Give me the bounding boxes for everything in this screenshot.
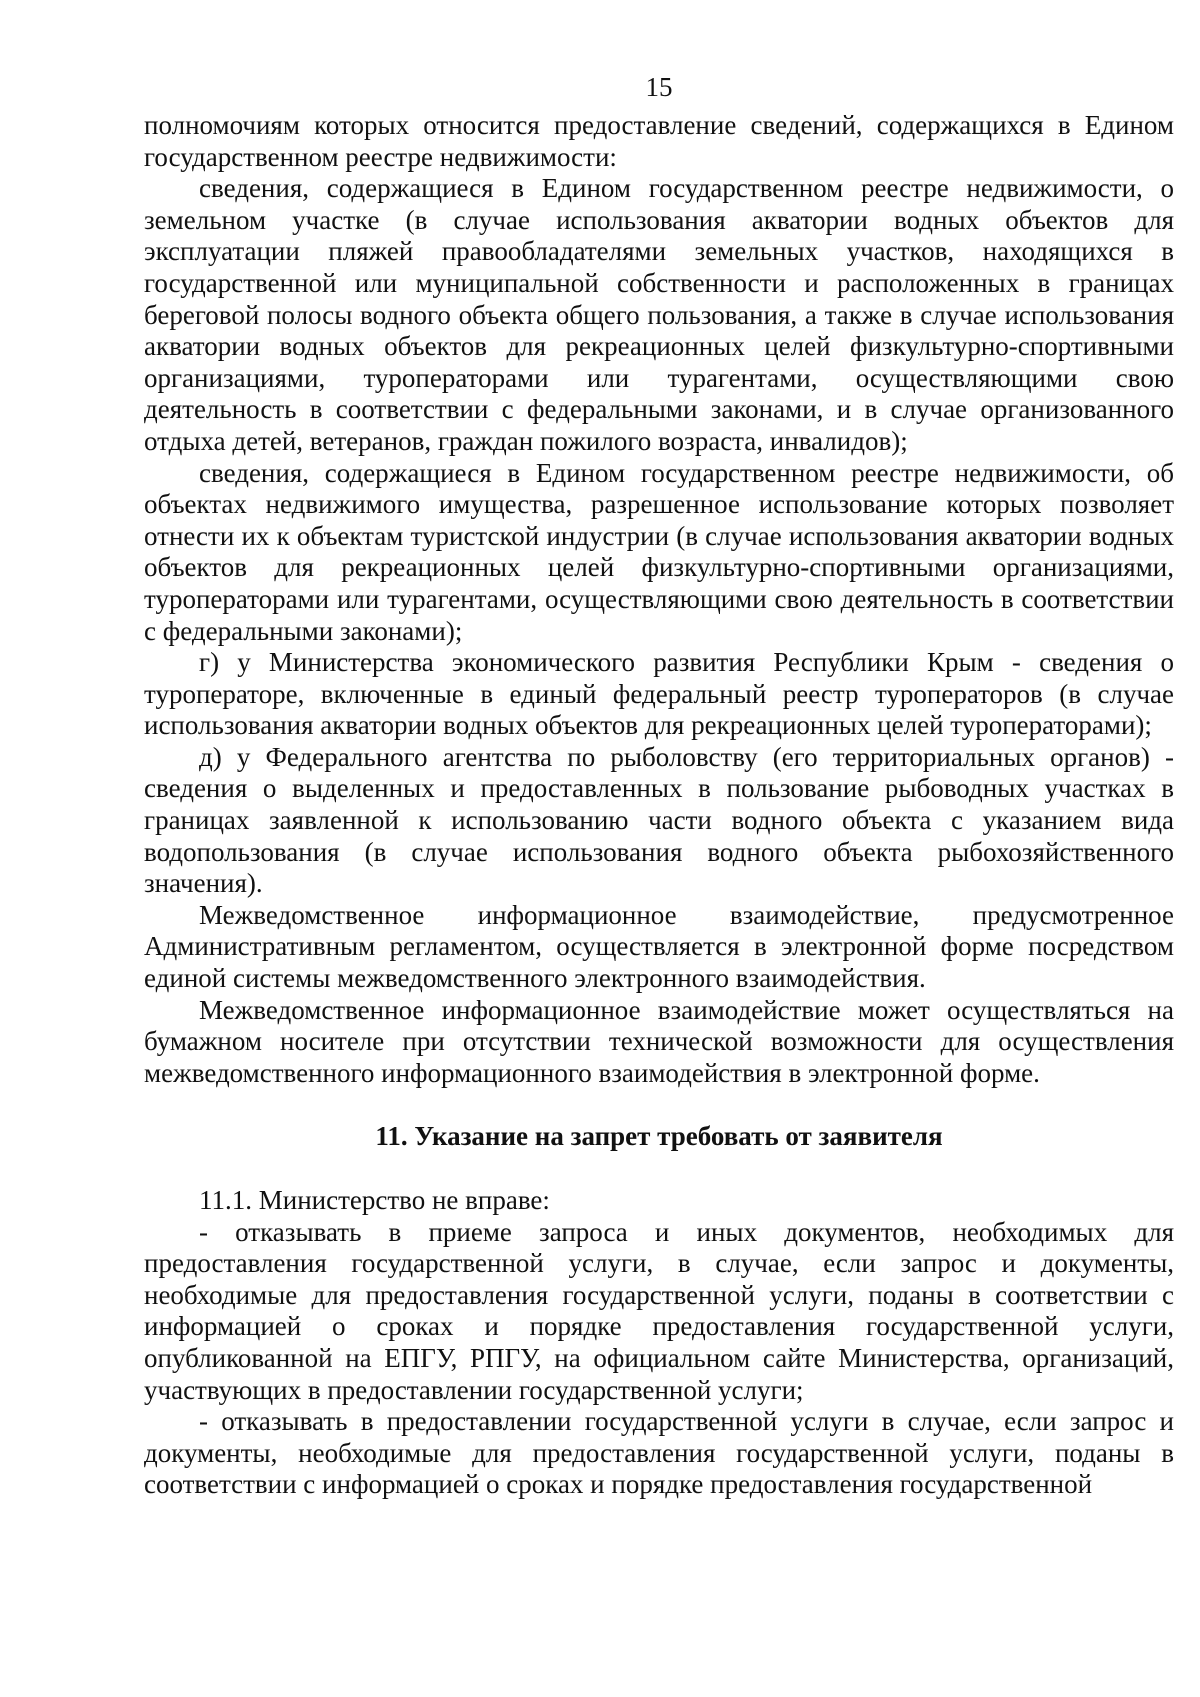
paragraph-electronic-interaction: Межведомственное информационное взаимодействие, предусмотренное Административным регламентом, осуществляется в электронной форме посредством единой системы межведомственного электронного взаимодействия.	[144, 899, 1174, 994]
paragraph-item-g: г) у Министерства экономического развития Республики Крым - сведения о туроператоре, включенные в единый федеральный реестр туроператоров (в случае использования акватории водных объектов для рекреационных целей туроператорами);	[144, 647, 1174, 741]
paragraph-real-estate-objects: сведения, содержащиеся в Едином государственном реестре недвижимости, об объектах недвижимого имущества, разрешенное использование которых позволяет отнести их к объектам туристской индустрии (в случае использования акватории водных объектов для рекреационных целей физкультурно-спортивными организациями, туроператорами или турагентами, осуществляющими свою деятельность в соответствии с федеральными законами);	[144, 457, 1174, 646]
paragraph-land-plot-info: сведения, содержащиеся в Едином государственном реестре недвижимости, о земельном участке (в случае использования акватории водных объектов для эксплуатации пляжей правообладателями земельных участков, находящихся в государственной или муниципальной собственности и расположенных в границах береговой полосы водного объекта общего пользования, а также в случае использования акватории водных объектов для рекреационных целей физкультурно-спортивными организациями, туроператорами или турагентами, осуществляющими свою деятельность в соответствии с федеральными законами, и в случае организованного отдыха детей, ветеранов, граждан пожилого возраста, инвалидов);	[144, 173, 1174, 456]
paragraph-paper-interaction: Межведомственное информационное взаимодействие может осуществляться на бумажном носителе при отсутствии технической возможности для осуществления межведомственного информационного взаимодействия в электронной форме.	[144, 994, 1174, 1088]
paragraph-11-1: 11.1. Министерство не вправе:	[199, 1185, 550, 1215]
paragraph-continuation: полномочиям которых относится предоставление сведений, содержащихся в Едином государственном реестре недвижимости:	[144, 110, 1174, 172]
paragraph-refuse-acceptance: - отказывать в приеме запроса и иных документов, необходимых для предоставления государственной услуги, в случае, если запрос и документы, необходимые для предоставления государственной услуги, поданы в соответствии с информацией о сроках и порядке предоставления государственной услуги, опубликованной на ЕПГУ, РПГУ, на официальном сайте Министерства, организаций, участвующих в предоставлении государственной услуги;	[144, 1216, 1174, 1405]
document-page	[144, 70, 1174, 1501]
spacer	[144, 1153, 1174, 1185]
paragraph-item-d: д) у Федерального агентства по рыболовству (его территориальных органов) - сведения о выделенных и предоставленных в пользование рыбоводных участках в границах заявленной к использованию части водного объекта с указанием вида водопользования (в случае использования водного объекта рыбохозяйственного значения).	[144, 741, 1174, 899]
page-number: 15	[645, 72, 673, 102]
paragraph-refuse-service: - отказывать в предоставлении государственной услуги в случае, если запрос и документы, необходимые для предоставления государственной услуги, поданы в соответствии с информацией о сроках и порядке предоставления государственной	[144, 1406, 1174, 1500]
spacer	[144, 1089, 1174, 1121]
section-heading: 11. Указание на запрет требовать от заявителя	[375, 1121, 943, 1152]
